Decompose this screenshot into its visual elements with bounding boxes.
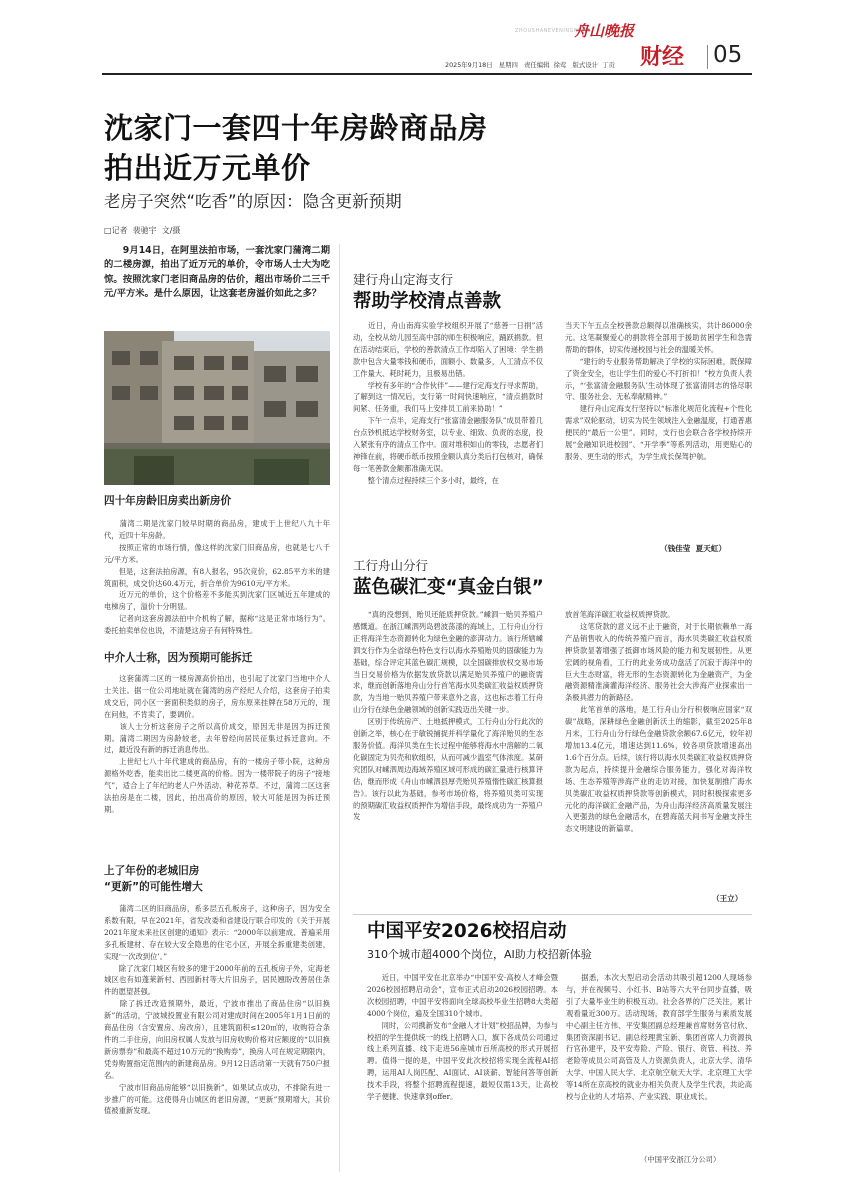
lead-body-3: 蒲湾二区的旧商品房，系多层五孔板房子，这种房子，因为安全系数有限，早在2021年，省发改委和省建设厅联合印发的《关于开展2021年度未来社区创建的通知》表示：“2000年以前建成、普遍采用多孔板建材、存在较大安全隐患的住宅小区，开展全拆重建类创建，实现‘一次改到位’。” 除了沈家门城区有较多的建于2000年前的五孔板房子外，定海老城区也有如蓬莱新村、西园新村等大片旧房子，居民翘盼改善居住条件的愿望甚强。 除了拆迁改造预期外，最近，宁波市推出了商品住房“以旧换新”的活动，宁波城投置业有限公司对建成时间在2005年1月1日前的商品住房（含安置房、房改房），且建筑面积≤120㎡的，收购符合条件的二手住房，向旧房权属人发放与旧房收购价格对应额度的“以旧换新房票券”和最高不超过10万元的“换购券”，换房人可在规定期限内，凭券购置指定范围内的新建商品房。9月12日活动第一天就有750户报名。 宁波市旧商品房能够“以旧换新”，如果试点成功，不排除有进一步推广的可能。这使得舟山城区的老旧房源，“更新”预期增大，其价值被重新发现。 bbox=[104, 904, 330, 1116]
story2-credit: （钱佳莹 夏天虹） bbox=[660, 544, 727, 553]
story4-col1: 近日，中国平安在北京举办“中国平安·高校人才峰会暨2026校园招聘启动会”，宣布正式启动2026校园招聘。本次校园招聘，中国平安将面向全球高校毕业生招聘8大类超4000个岗位，遍及全国310个城市。 同时，公司携新发布“金融人才计划”校招品牌，为参与校招的学生提供统一的线上招聘入口，旗下各成员公司通过线上系列直播、线下走进56座城市百所高校的形式开展招聘。值得一提的是，中国平安此次校招将实现全流程AI招聘，运用AI人岗匹配、AI面试、AI谈薪、智能问答等创新技术手段，将整个招聘流程提速，最短仅需13天，让高校学子便捷、快速拿到offer。 bbox=[367, 973, 558, 1102]
story4-top-rule bbox=[353, 914, 752, 915]
lead-photo bbox=[104, 331, 330, 485]
story4-headline: 中国平安2026校招启动 bbox=[367, 921, 567, 942]
story2-kicker: 建行舟山定海支行 bbox=[353, 272, 454, 287]
story2-col1: 近日，舟山南海实验学校组织开展了“慈善一日捐”活动，全校从幼儿园至高中部的师生积极响应，踊跃捐款。但在活动结束后，学校的善款清点工作却陷入了困境：学生捐款中包含大量零钱和硬币，面额小、数量多，人工清点不仅工作量大、耗时耗力，且极易出错。 学校有多年的“合作伙伴”——建行定海支行寻求帮助，了解到这一情况后，支行第一时间快速响应，“清点捐款时间紧、任务重，我们马上安排员工前来协助！” 下午一点半，定海支行“张富清金融服务队”成员带着几台点钞机抵达学校财务室，以专业、细致、负责的态度，投入紧张有序的清点工作中。面对堆积如山的零钱，志愿者们神锋在前，将硬币纸币按照金额认真分类后打包核对，确保每一笔善款金额都准确无误。 整个清点过程持续三个多小时，最终，在 bbox=[353, 321, 543, 485]
story2-headline: 帮助学校清点善款 bbox=[353, 291, 502, 312]
story2-col2: 当天下午五点全校善款总额得以准确核实，共计86000余元。这笔凝聚爱心的捐款将全部用于援助贫困学生和急需帮助的群体，切实传递校园与社会的温暖关怀。 “建行的专业服务帮助解决了学校的实际困难，既保障了资金安全，也让学生们的爱心不打折扣！”校方负责人表示，“‘张富清金融服务队’生动体现了张富清同志的恪尽职守、服务社会、无私奉献精神。” 建行舟山定海支行坚持以“标准化规范化流程+个性化需求”双轮驱动，切实为民生领域注入金融温度，打通普惠便民的“最后一公里”。同时，支行也会联合各学校持续开展“金融知识进校园”、“开学季”等系列活动，用更贴心的服务、更生动的形式，为学生成长保驾护航。 bbox=[565, 321, 752, 461]
lead-subhead-2-line1: 上了年份的老城旧房 bbox=[104, 865, 200, 877]
paper-logo: 舟山晚报 bbox=[574, 22, 635, 40]
lead-subhead-1: 中介人士称，因为预期可能拆迁 bbox=[104, 652, 253, 664]
story4-subheadline: 310个城市超4000个岗位，AI助力校招新体验 bbox=[367, 948, 592, 961]
masthead-url: ZHOUSHANEVENINGNEWS bbox=[515, 28, 591, 34]
story3-col1: “真的没想到，贻贝还能质押贷款。”嵊泗一贻贝养殖户感慨道。在浙江嵊泗列岛碧波荡漾的海域上，工行舟山分行正将海洋生态资源转化为绿色金融的澎湃动力。该行所辖嵊泗支行作为全省绿色特色支行以海水养殖贻贝的固碳能力为基础，综合评定其蓝色碳汇规模，以全国碳排放权交易市场当日交易价格为依据发放贷款以满足贻贝养殖户的融资需求，继而创新落地舟山分行首笔海水贝类碳汇收益权质押贷款，为当地一贻贝养殖户带来意外之喜，这也标志着工行舟山分行在绿色金融领域的创新实践迈出关键一步。 区别于传统房产、土地抵押模式，工行舟山分行此次的创新之举，核心在于敏锐捕捉并科学量化了海洋贻贝的生态服务价值。海洋贝类在生长过程中能够将海水中溶解的二氧化碳固定为贝壳和软组织，从而可减少温室气体浓度。某研究团队对嵊泗周边海域养殖区域可形成的碳汇量进行核算评估，继而形成《舟山市嵊泗县厚壳贻贝养殖惰性碳汇核算报告》。该行以此为基础，参考市场价格，将养殖贝类可实现的预期碳汇收益权质押作为增信手段，最终成功为一养殖户发 bbox=[353, 610, 543, 822]
story3-col2: 放首笔海洋碳汇收益权质押贷款。 这笔贷款的意义远不止于融资，对于长期依赖单一海产品销售收入的传统养殖户而言，海水贝类碳汇收益权质押贷款显著增强了抵御市场风险的能力和发展韧性。从更宏阔的视角看，工行的此业务成功盘活了沉寂于海洋中的巨大生态财富，将无形的生态资源转化为金融资产，为金融资源精准滴灌海洋经济、服务社会大涉海产业探索出一条极具潜力的新路径。 此笔首单的落地，是工行舟山分行积极响应国家“双碳”战略，深耕绿色金融创新沃土的缩影，截至2025年8月末，工行舟山分行绿色金融贷款余额67.6亿元，较年初增加13.4亿元，增速达到11.6%，较各项贷款增速高出1.6个百分点。后续，该行将以海水贝类碳汇收益权质押贷款为起点，持续提升金融综合服务能力，强化对海洋牧场、生态养殖等涉海产业的走访对接，加快复制推广海水贝类碳汇收益权质押贷款等创新模式，同时积极探索更多元化的海洋碳汇金融产品，为舟山海洋经济高质量发展注入更强劲的绿色金融活水，在碧海蓝天间书写金融支持生态文明建设的新篇章。 bbox=[565, 610, 752, 834]
story3-kicker: 工行舟山分行 bbox=[353, 558, 429, 573]
section-divider bbox=[707, 45, 708, 69]
section-name: 财经 bbox=[640, 45, 685, 70]
lead-body-2: 这套蒲湾二区的一楼房源高价拍出，也引起了沈家门当地中介人士关注。据一位公司地址就在蒲湾的房产经纪人介绍，这套房子拍卖成交后，同小区一套面积类似的房子，房东原来挂牌在58万元的，现在问他，不肯卖了，要调价。 该人士分析这套房子之所以高价成交，原因无非是因为拆迁预期。蒲湾二期因为房龄较老，去年曾经向居民征集过拆迁意向。不过，最近没有新的拆迁消息传出。 上世纪七八十年代建成的商品房，有的一楼房子带小院，这种房源格外吃香，能卖出比二楼更高的价格。因为一楼带院子的房子“接地气”，适合上了年纪的老人户外活动、种花养草。不过，蒲湾二区这套法拍房是在二楼，因此，拍出高价的原因，较大可能是因为拆迁预期。 bbox=[104, 674, 330, 814]
page-number: 05 bbox=[713, 42, 743, 68]
story3-headline: 蓝色碳汇变“真金白银” bbox=[353, 577, 544, 598]
lead-photo-caption: 四十年房龄旧房卖出新房价 bbox=[104, 495, 232, 507]
column-separator bbox=[339, 244, 340, 1172]
story3-credit: （王立） bbox=[712, 894, 743, 903]
lead-headline-line2: 拍出近万元单价 bbox=[104, 151, 311, 185]
lead-intro: 9月14日，在阿里法拍市场，一套沈家门蒲湾二期的二楼房源，拍出了近万元的单价，令市场人士大为吃惊。按照沈家门老旧商品房的估价，超出市场价二三千元/平方米。是什么原因，让这套老房溢价如此之多？ bbox=[104, 245, 330, 299]
lead-headline-line1: 沈家门一套四十年房龄商品房 bbox=[104, 111, 488, 145]
issue-line: 2025年9月18日 星期四 责任编辑 徐莺 版式设计 丁贡 bbox=[445, 61, 615, 69]
masthead-rule bbox=[102, 73, 752, 75]
old-building-photo bbox=[104, 331, 330, 485]
story4-credit: （中国平安浙江分公司） bbox=[640, 1155, 721, 1164]
lead-subhead-2-line2: “更新”的可能性增大 bbox=[104, 881, 203, 893]
lead-subheadline: 老房子突然“吃香”的原因：隐含更新预期 bbox=[104, 192, 402, 211]
lead-byline: □记者 裴驰宇 文/摄 bbox=[104, 226, 181, 235]
lead-body-1: 蒲湾二期是沈家门较早时期的商品房，建成于上世纪八九十年代，近四十年房龄。 按照正常的市场行情，像这样的沈家门旧商品房，也就是七八千元/平方米。 但是，这套法拍房源，有8人报名，95次竞价，62.85平方米的建筑面积，成交价达60.4万元，折合单价为9610元/平方米。 近万元的单价，这个价格差不多能买到沈家门区城近五年建成的电梯房了，溢价十分明显。 记者向这套房源法拍中介机构了解，据称“这是正常市场行为”。委托拍卖单位也说，不清楚这房子有何特殊性。 bbox=[104, 519, 330, 636]
story4-col2: 据悉，本次大型启动会活动共吸引超1200人现场参与，并在视频号、小红书、B站等六大平台同步直播，吸引了大量毕业生的积极互动。社会各界的广泛关注，累计观看量近300万。活动现场，教育部学生服务与素质发展中心副主任方伟、平安集团副总经理兼首席财务官付欣、集团资深副书记、副总经理黄宝新、集团首席人力资源执行官孙建平，及平安寿险、产险、银行、资管、科技、养老险等成员公司高管及人力资源负责人，北京大学、清华大学、中国人民大学、北京航空航天大学、北京理工大学等14所在京高校的就业办相关负责人及学生代表，共论高校与企业的人才培养、产业实践、职业成长。 bbox=[566, 973, 752, 1102]
